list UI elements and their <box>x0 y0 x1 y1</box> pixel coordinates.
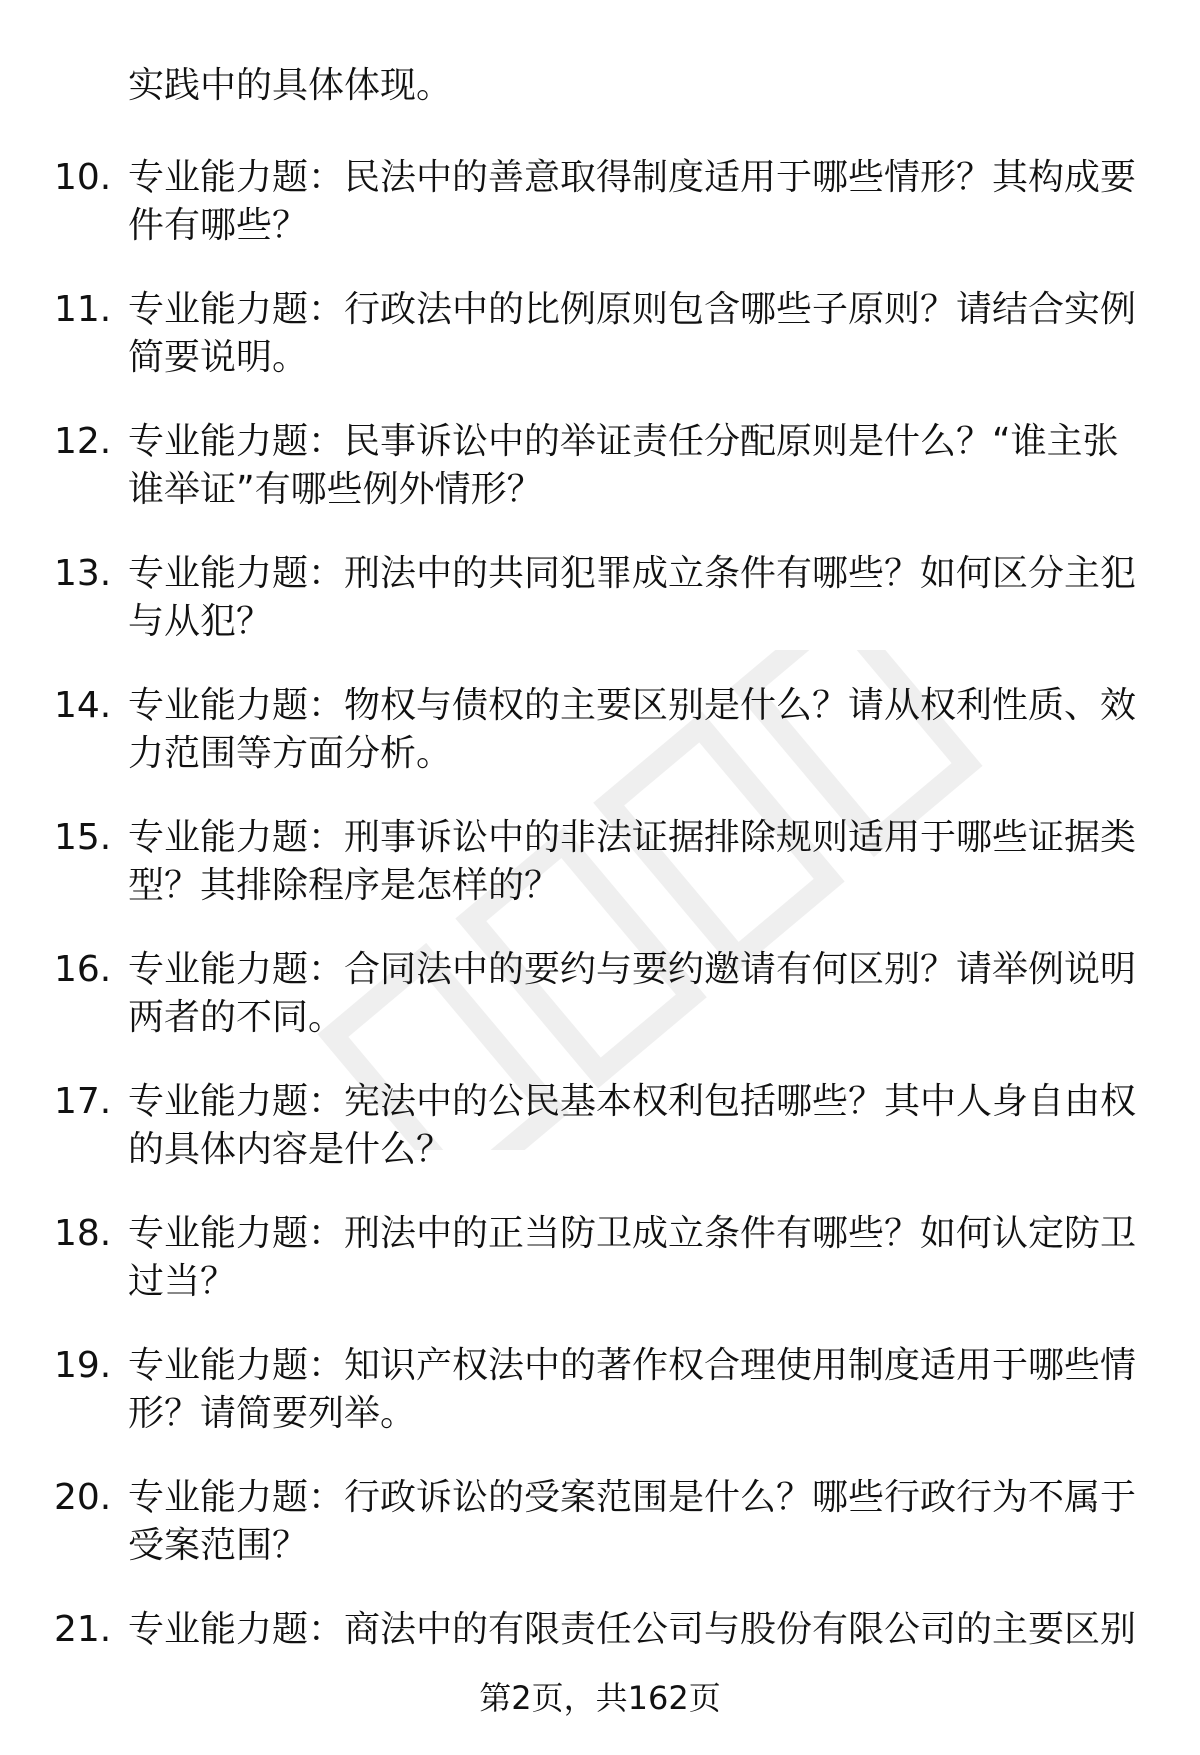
question-number: 13. <box>54 553 112 594</box>
question-text-line1: 专业能力题：宪法中的公民基本权利包括哪些？其中人身自由权 <box>128 1081 1137 1122</box>
question-number: 20. <box>54 1477 112 1518</box>
question-number: 16. <box>54 949 112 990</box>
question-item <box>0 946 1200 1078</box>
question-text-line1: 专业能力题：物权与债权的主要区别是什么？请从权利性质、效 <box>128 685 1137 726</box>
continuation-text: 实践中的具体体现。 <box>128 65 453 106</box>
question-text-line2: 力范围等方面分析。 <box>128 733 453 774</box>
question-text-line2: 的具体内容是什么？ <box>128 1129 453 1170</box>
question-item <box>0 814 1200 946</box>
question-number: 12. <box>54 421 112 462</box>
question-item <box>0 286 1200 418</box>
question-number: 17. <box>54 1081 112 1122</box>
question-text-line2: 型？其排除程序是怎样的？ <box>128 865 561 906</box>
question-list <box>0 154 1200 1738</box>
question-text-line1: 专业能力题：商法中的有限责任公司与股份有限公司的主要区别 <box>128 1609 1137 1650</box>
question-number: 19. <box>54 1345 112 1386</box>
question-text-line1: 专业能力题：知识产权法中的著作权合理使用制度适用于哪些情 <box>128 1345 1137 1386</box>
question-text-line1: 专业能力题：刑法中的正当防卫成立条件有哪些？如何认定防卫 <box>128 1213 1137 1254</box>
question-text-line1: 专业能力题：民事诉讼中的举证责任分配原则是什么？“谁主张 <box>128 421 1119 462</box>
question-number: 21. <box>54 1609 112 1650</box>
question-item <box>0 1474 1200 1606</box>
question-text-line2: 过当？ <box>128 1261 237 1302</box>
question-number: 14. <box>54 685 112 726</box>
question-text-line1: 专业能力题：合同法中的要约与要约邀请有何区别？请举例说明 <box>128 949 1137 990</box>
question-item <box>0 418 1200 550</box>
question-text-line2: 简要说明。 <box>128 337 309 378</box>
question-number: 18. <box>54 1213 112 1254</box>
question-number: 15. <box>54 817 112 858</box>
question-text-line1: 专业能力题：行政诉讼的受案范围是什么？哪些行政行为不属于 <box>128 1477 1137 1518</box>
question-item <box>0 682 1200 814</box>
question-number: 10. <box>54 157 112 198</box>
question-item <box>0 550 1200 682</box>
question-text-line1: 专业能力题：刑事诉讼中的非法证据排除规则适用于哪些证据类 <box>128 817 1137 858</box>
question-item <box>0 1210 1200 1342</box>
question-text-line1: 专业能力题：民法中的善意取得制度适用于哪些情形？其构成要 <box>128 157 1137 198</box>
question-text-line1: 专业能力题：行政法中的比例原则包含哪些子原则？请结合实例 <box>128 289 1137 330</box>
question-text-line2: 件有哪些？ <box>128 205 309 246</box>
question-text-line2: 形？请简要列举。 <box>128 1393 417 1434</box>
question-text-line2: 受案范围？ <box>128 1525 309 1566</box>
question-item <box>0 1342 1200 1474</box>
question-text-line2: 与从犯？ <box>128 601 273 642</box>
question-item <box>0 154 1200 286</box>
question-number: 11. <box>54 289 112 330</box>
question-text-line2: 两者的不同。 <box>128 997 345 1038</box>
question-item <box>0 1078 1200 1210</box>
question-text-line2: 谁举证”有哪些例外情形？ <box>128 469 543 510</box>
page-footer: 第2页，共162页 <box>479 1679 721 1717</box>
question-text-line1: 专业能力题：刑法中的共同犯罪成立条件有哪些？如何区分主犯 <box>128 553 1137 594</box>
